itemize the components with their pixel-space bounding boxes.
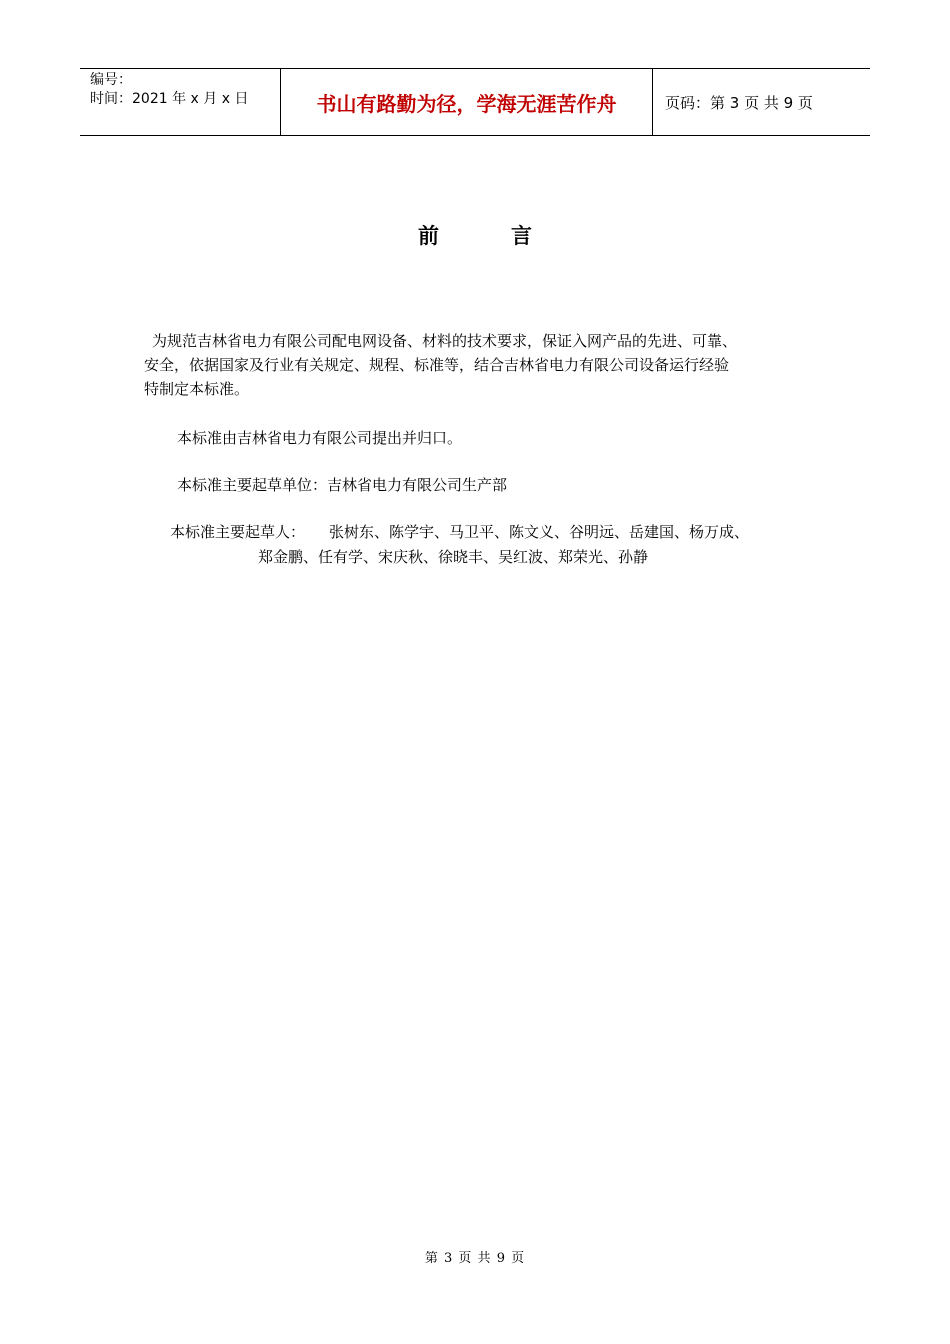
intro-line-2: 安全，依据国家及行业有关规定、规程、标准等，结合吉林省电力有限公司设备运行经验 <box>144 356 730 374</box>
header-table <box>80 68 870 136</box>
page-footer: 第 3 页 共 9 页 <box>424 1251 526 1266</box>
page-title <box>0 220 950 250</box>
document-time-label: 时间：2021 年 x 月 x 日 <box>90 91 249 107</box>
page-title-char-2: 言 <box>511 224 532 248</box>
drafters-names-line-1: 张树东、陈学宇、马卫平、陈文义、谷明远、岳建国、杨万成、 <box>329 523 750 541</box>
intro-paragraph <box>144 329 824 401</box>
intro-line-3: 特制定本标准。 <box>144 380 250 398</box>
header-page-info: 页码：第 3 页 共 9 页 <box>665 93 813 112</box>
document-number-label: 编号： <box>90 72 132 88</box>
drafters-label: 本标准主要起草人： <box>170 523 306 541</box>
proposer-paragraph: 本标准由吉林省电力有限公司提出并归口。 <box>177 429 463 447</box>
drafters-paragraph <box>170 520 749 544</box>
header-motto: 书山有路勤为径，学海无涯苦作舟 <box>281 69 653 135</box>
drafting-unit-paragraph: 本标准主要起草单位：吉林省电力有限公司生产部 <box>177 476 508 494</box>
drafters-names-line-2: 郑金鹏、任有学、宋庆秋、徐晓丰、吴红波、郑荣光、孙静 <box>258 548 649 566</box>
page-title-char-1: 前 <box>418 224 439 248</box>
header-meta-cell <box>80 69 281 135</box>
intro-line-1: 为规范吉林省电力有限公司配电网设备、材料的技术要求，保证入网产品的先进、可靠、 <box>152 332 738 350</box>
